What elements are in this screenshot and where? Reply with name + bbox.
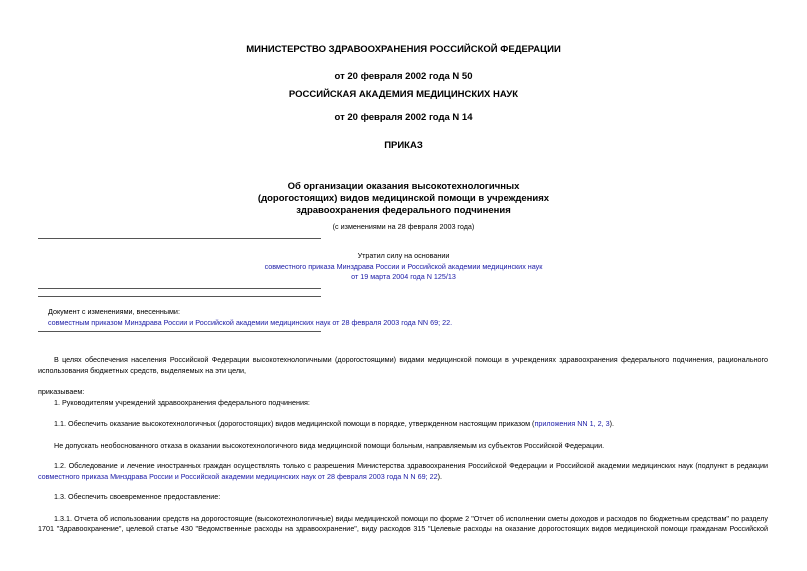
- paragraph-1-2-text: 1.2. Обследование и лечение иностранных граждан осуществлять только с разрешения Министерства здравоохранения Российской Федерации и Российской академии медицинских наук (подпункт в редакции: [54, 461, 768, 470]
- amendments-link[interactable]: совместным приказом Минздрава России и Российской академии медицинских наук от 28 февраля 2003 года NN 69; 22.: [48, 318, 453, 327]
- paragraph-1-1: [54, 418, 614, 429]
- changes-note: (с изменениями на 28 февраля 2003 года): [332, 222, 475, 231]
- amendment-order-link[interactable]: совместного приказа Минздрава России и Российской академии медицинских наук от 28 февраля 2003 года N N 69; 22: [38, 472, 438, 481]
- paragraph-1-1-end: ).: [609, 419, 614, 428]
- paragraph-1: 1. Руководителям учреждений здравоохранения федерального подчинения:: [54, 398, 310, 407]
- doc-title-line-1: Об организации оказания высокотехнологичных: [287, 181, 520, 192]
- doc-type: ПРИКАЗ: [384, 140, 423, 151]
- divider: [38, 238, 321, 239]
- paragraph-1-3-1-line-1: 1.3.1. Отчета об использовании средств на дорогостоящие (высокотехнологичные) виды медицинской помощи по форме 2 "Отчет об исполнении сметы доходов и расходов по бюджетным средствам" по разделу: [54, 514, 768, 523]
- doc-title-line-2: (дорогостоящих) видов медицинской помощи в учреждениях: [257, 193, 550, 204]
- no-refusal-paragraph: Не допускать необоснованного отказа в оказании высокотехнологичного вида медицинской помощи больным, направляемым из субъектов Российской Федерации.: [54, 441, 605, 450]
- paragraph-1-2: [38, 460, 768, 482]
- doc-title-line-3: здравоохранения федерального подчинения: [296, 205, 511, 216]
- divider: [38, 331, 321, 332]
- repeal-order-link[interactable]: совместного приказа Минздрава России и Российской академии медицинских наук: [264, 262, 543, 271]
- amendments-label: Документ с изменениями, внесенными:: [48, 307, 180, 316]
- ministry-title: МИНИСТЕРСТВО ЗДРАВООХРАНЕНИЯ РОССИЙСКОЙ ФЕДЕРАЦИИ: [246, 44, 561, 55]
- status-line: Утратил силу на основании: [357, 251, 450, 260]
- order-date-2: от 20 февраля 2002 года N 14: [334, 112, 473, 123]
- academy-title: РОССИЙСКАЯ АКАДЕМИЯ МЕДИЦИНСКИХ НАУК: [288, 89, 519, 100]
- paragraph-1-3: 1.3. Обеспечить своевременное предоставление:: [54, 492, 221, 501]
- intro-paragraph: В целях обеспечения населения Российской Федерации высокотехнологичными (дорогостоящими) видами медицинской помощи в учреждениях здравоохранения федерального подчинения, рационального использования бюджетных средств, выделяемых на эти цели,: [38, 355, 768, 375]
- paragraph-1-1-text: 1.1. Обеспечить оказание высокотехнологичных (дорогостоящих) видов медицинской помощи в порядке, утвержденном настоящим приказом (: [54, 419, 535, 428]
- paragraph-1-2-end: ).: [437, 472, 442, 481]
- divider: [38, 288, 321, 289]
- paragraph-1-3-1-line-2: 1701 "Здравоохранение", целевой статье 430 "Ведомственные расходы на здравоохранение", виду расходов 315 "Целевые расходы на оказание дорогостоящих видов медицинской помощи гражданам Российской: [38, 524, 768, 533]
- orders-label: приказываем:: [38, 387, 85, 396]
- appendix-link[interactable]: приложения NN 1, 2, 3: [534, 419, 610, 428]
- repeal-order-date-link[interactable]: от 19 марта 2004 года N 125/13: [351, 272, 456, 281]
- divider: [38, 296, 321, 297]
- order-date-1: от 20 февраля 2002 года N 50: [334, 71, 473, 82]
